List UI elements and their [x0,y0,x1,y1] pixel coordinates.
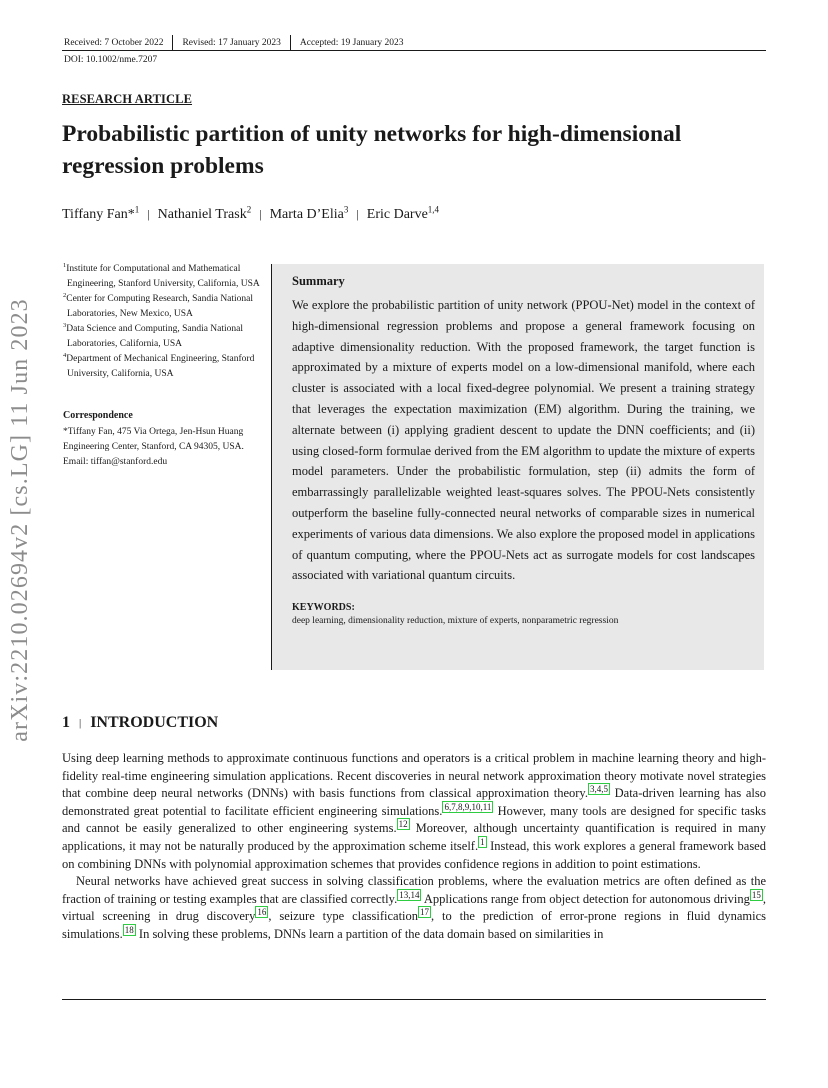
citation-link[interactable]: 18 [124,924,134,935]
correspondence-text: *Tiffany Fan, 475 Via Ortega, Jen-Hsun Huang Engineering Center, Stanford, CA 94305, USA. Email: tiffan@stanford.edu [63,427,244,467]
received-date: Received: 7 October 2022 [64,38,164,48]
revised-date: Revised: 17 January 2023 [182,38,281,48]
summary-heading: Summary [292,274,345,288]
intro-text-segment: Applications range from object detection for autonomous driving [421,891,750,906]
affiliation: $^2$Center for Computing Research, Sandia National Laboratories, New Mexico, USA [63,291,254,319]
author: Tiffany Fan*$^1$ [62,204,140,222]
history-dates [64,35,404,51]
header-rule [62,50,766,51]
section-heading [62,714,218,732]
citation-link[interactable]: 1 [480,836,485,847]
correspondence-heading: Correspondence [63,410,133,421]
citation-link[interactable]: 12 [398,819,408,830]
intro-text-segment: Data-driven learning has also demonstrated great potential to facilitate efficient engineering simulations. [62,786,766,818]
author: Nathaniel Trask$^2$ [157,204,252,222]
section-number: 1 [62,714,70,731]
author: Eric Darve$^{1,4}$ [366,204,440,222]
intro-text-segment: , seizure type classification [268,909,419,924]
article-type: RESEARCH ARTICLE [62,92,193,106]
affiliation: $^4$Department of Mechanical Engineering, Stanford University, California, USA [63,351,255,379]
intro-text-segment: Moreover, although uncertainty quantification is required in many applications, it may not be naturally produced by the approximation scheme itself. [62,821,767,853]
citation-link[interactable]: 6,7,8,9,10,11 [444,801,492,812]
intro-text-segment: Instead, this work explores a general framework based on combining DNNs with polynomial approximation schemes that provides confidence regions in addition to point estimations. [62,838,766,871]
paper-title: Probabilistic partition of unity networks for high-dimensional regression problems [62,121,682,179]
intro-body [62,750,766,944]
footer-rule [62,999,766,1000]
affiliations [63,262,263,382]
section-title: INTRODUCTION [90,714,219,731]
doi[interactable]: DOI: 10.1002/nme.7207 [64,55,158,65]
section-divider: | [79,717,82,729]
intro-paragraph [62,873,766,943]
author: Marta D’Elia$^3$ [269,204,349,222]
date-divider [290,35,291,51]
affiliation: $^1$Institute for Computational and Mathematical Engineering, Stanford University, California, USA [63,261,260,289]
intro-text-segment: In solving these problems, DNNs learn a partition of the data domain based on similarities in [135,926,604,941]
citation-link[interactable]: 15 [751,889,761,900]
accepted-date: Accepted: 19 January 2023 [299,38,404,48]
citation-link[interactable]: 13,14 [399,889,420,900]
date-divider [172,35,173,51]
author-divider: | [356,207,359,221]
keywords-heading: KEYWORDS: [292,602,355,614]
summary-rule [271,264,272,670]
intro-text-segment: , virtual screening in drug discovery [62,891,766,924]
citation-link[interactable]: 3,4,5 [589,784,608,795]
keywords-text: deep learning, dimensionality reduction, mixture of experts, nonparametric regression [292,616,619,627]
summary-text: We explore the probabilistic partition of unity network (PPOU-Net) model in the context of high-dimensional regression problems and propose a general framework focusing on adaptive dimensionality reduction. With the proposed framework, the target function is approximated by a mixture of experts model on a low-dimensional manifold, where each cluster is associated with a local fixed-degree polynomial. We present a training strategy that leverages the expectation maximization (EM) algorithm. During the training, we alternate between (i) applying gradient descent to update the DNN coefficients; and (ii) using closed-form formulae derived from the EM algorithm to update the mixture of experts model parameters. Under the probabilistic formulation, step (ii) admits the form of embarrassingly parallelizable weighted least-squares solves. The PPOU-Nets consistently outperform the baseline fully-connected neural networks of comparable sizes in numerical experiments of various data dimensions. We also explore the proposed model in applications of quantum computing, where the PPOU-Nets act as surrogate models for cost landscapes associated with variational quantum circuits. [292,298,755,583]
intro-text-segment: Neural networks have achieved great success in solving classification problems, where the evaluation metrics are often defined as the fraction of training or testing examples that are classified correctly. [62,874,766,906]
author-divider: | [259,207,262,221]
author-divider: | [147,207,150,221]
arxiv-identifier: arXiv:2210.02694v2 [cs.LG] 11 Jun 2023 [7,298,33,742]
citation-link[interactable]: 16 [257,907,267,918]
summary-box [272,264,764,670]
affiliation: $^3$Data Science and Computing, Sandia National Laboratories, California, USA [63,321,244,349]
intro-paragraph [62,750,766,873]
intro-text-segment: , to the prediction of error-prone regions in fluid dynamics simulations. [62,909,766,941]
author-list [62,204,440,223]
citation-link[interactable]: 17 [420,907,430,918]
intro-text-segment: Using deep learning methods to approximate continuous functions and operators is a critical problem in machine learning theory and high-fidelity real-time engineering simulation applications. Recent discoveries in neural network approximation theory motivate novel strategies that combine deep neural networks (DNNs) with basis functions from classical approximation theory. [62,751,766,801]
intro-text-segment: However, many tools are designed for specific tasks and cannot be easily generalized to other engineering systems. [62,803,767,836]
